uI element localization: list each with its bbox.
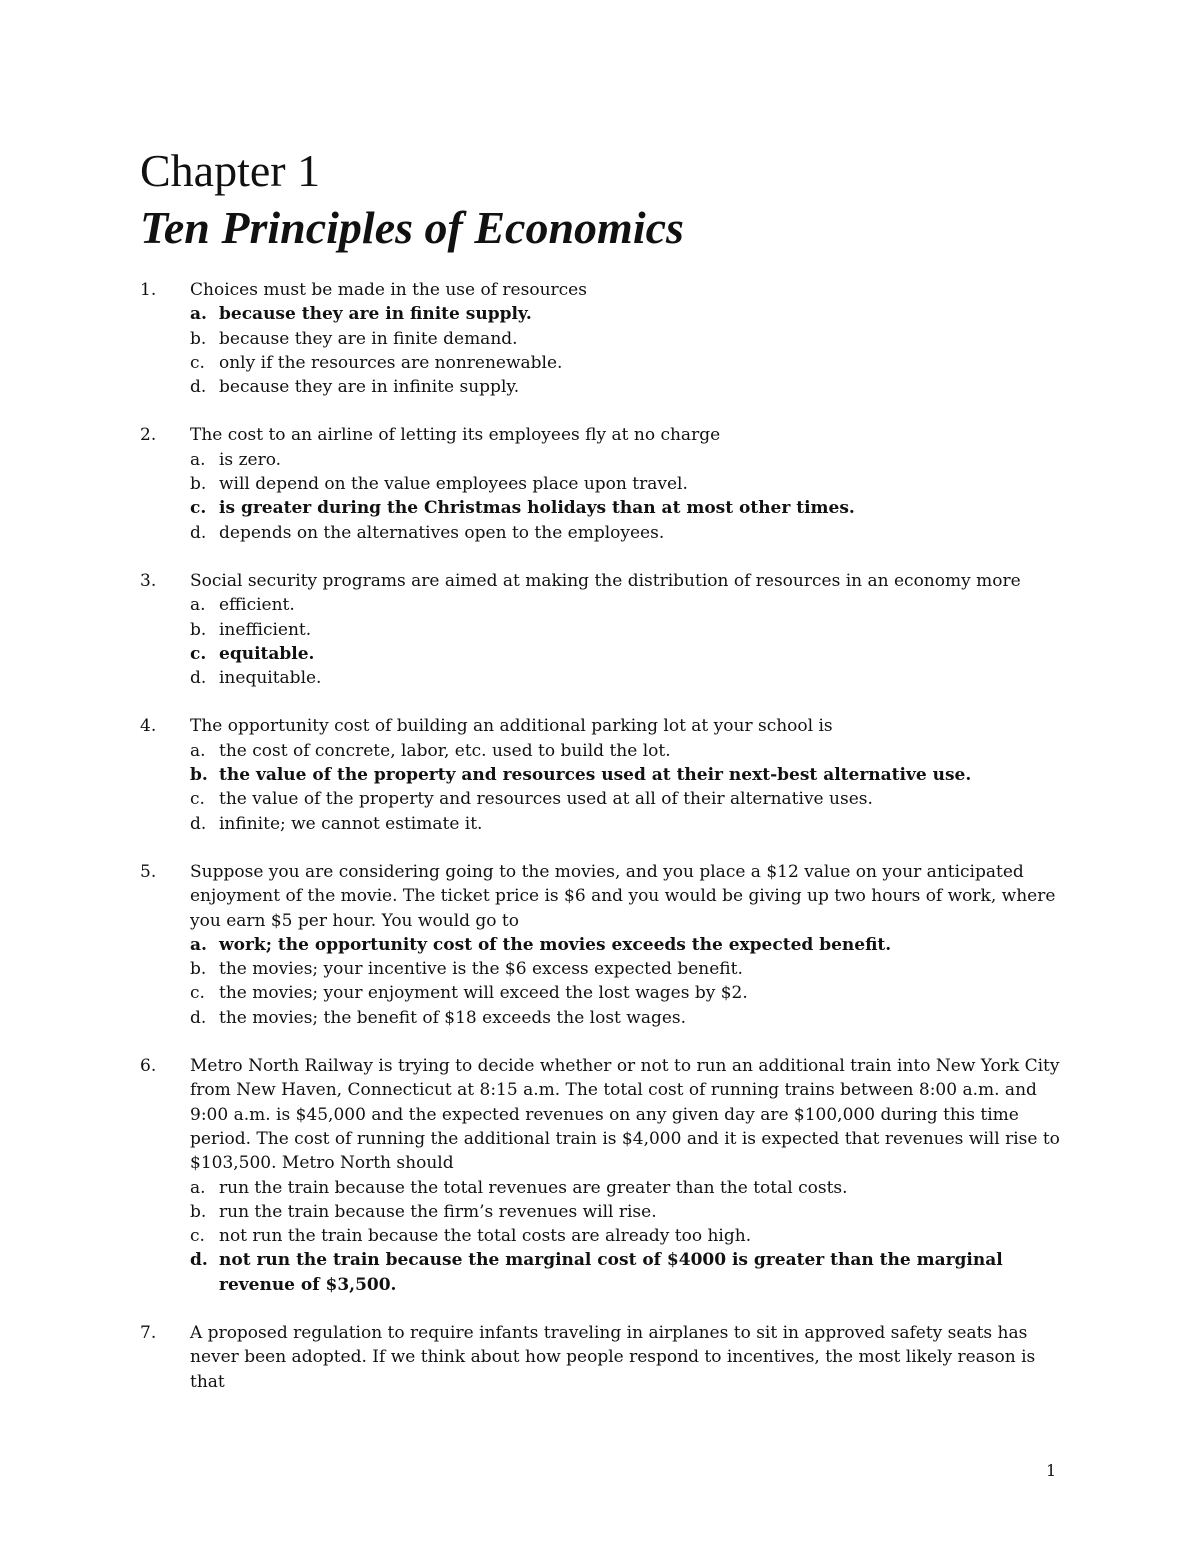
question-body (190, 423, 1060, 544)
answer-option (190, 666, 1060, 690)
option-text: the movies; your enjoyment will exceed the lost wages by $2. (219, 983, 748, 1004)
question-text: Social security programs are aimed at making the distribution of resources in an economy more (190, 570, 1021, 591)
option-text: inefficient. (219, 619, 312, 640)
question-text: A proposed regulation to require infants traveling in airplanes to sit in approved safety seats has never been adopted. If we think about how people respond to incentives, the most likely reason is that (190, 1322, 1036, 1392)
answer-option (190, 957, 1060, 981)
option-text: infinite; we cannot estimate it. (219, 813, 483, 834)
option-text: because they are in finite demand. (219, 328, 518, 349)
option-letter: b. (190, 1201, 207, 1222)
question-body (190, 1321, 1060, 1394)
answer-option (190, 1176, 1060, 1200)
answer-option (190, 1200, 1060, 1224)
answer-option (190, 1224, 1060, 1248)
answer-option (190, 472, 1060, 496)
option-letter: d. (190, 522, 207, 543)
option-text: efficient. (219, 595, 295, 616)
option-text: run the train because the firm’s revenues will rise. (219, 1201, 657, 1222)
question-number: 4. (140, 716, 157, 737)
question-number: 7. (140, 1322, 157, 1343)
answer-options (190, 448, 1060, 545)
answer-options (190, 302, 1060, 399)
option-letter: c. (190, 1226, 205, 1247)
option-text: because they are in finite supply. (219, 304, 532, 325)
question-item (140, 569, 1060, 690)
question-body (190, 860, 1060, 1030)
page-number: 1 (1046, 1461, 1057, 1480)
answer-option-correct (190, 642, 1060, 666)
question-item (140, 714, 1060, 835)
answer-option (190, 739, 1060, 763)
option-letter: a. (190, 740, 206, 761)
option-text: only if the resources are nonrenewable. (219, 352, 563, 373)
option-letter: a. (190, 595, 206, 616)
option-letter: c. (190, 352, 205, 373)
option-letter: c. (190, 789, 205, 810)
question-item (140, 1321, 1060, 1394)
answer-option (190, 593, 1060, 617)
option-letter: d. (190, 668, 207, 689)
question-text: The cost to an airline of letting its employees fly at no charge (190, 425, 721, 446)
question-number: 6. (140, 1056, 157, 1077)
question-number: 3. (140, 570, 157, 591)
question-list (140, 278, 1060, 1418)
option-letter: b. (190, 765, 208, 786)
question-body (190, 1054, 1060, 1297)
question-text: Metro North Railway is trying to decide whether or not to run an additional train into New York City from New Haven, Connecticut at 8:15 a.m. The total cost of running trains between 8:00 a.m. and 9:00 a.m. is $45,000 and the expected revenues on any given day are $100,000 during this time period. The cost of running the additional train is $4,000 and it is expected that revenues will rise to $103,500. Metro North should (190, 1056, 1060, 1174)
option-letter: b. (190, 474, 207, 495)
question-text: Choices must be made in the use of resources (190, 280, 587, 300)
question-number: 2. (140, 425, 157, 446)
chapter-subtitle: Ten Principles of Economics (140, 202, 684, 253)
option-letter: a. (190, 1177, 206, 1198)
option-text: will depend on the value employees place upon travel. (219, 474, 688, 495)
answer-option-correct (190, 302, 1060, 326)
answer-option-correct (190, 763, 1060, 787)
option-letter: b. (190, 328, 207, 349)
answer-options (190, 1176, 1060, 1297)
option-letter: b. (190, 619, 207, 640)
option-text: the movies; your incentive is the $6 excess expected benefit. (219, 959, 743, 980)
option-text: depends on the alternatives open to the employees. (219, 522, 665, 543)
option-text: not run the train because the total costs are already too high. (219, 1226, 752, 1247)
option-text: is zero. (219, 449, 282, 470)
option-letter: d. (190, 1007, 207, 1028)
option-letter: d. (190, 813, 207, 834)
question-body (190, 278, 1060, 399)
option-letter: a. (190, 934, 207, 955)
option-letter: d. (190, 1250, 208, 1271)
question-item (140, 1054, 1060, 1297)
option-letter: c. (190, 983, 205, 1004)
option-letter: c. (190, 643, 207, 664)
option-text: is greater during the Christmas holidays than at most other times. (219, 498, 855, 519)
answer-option (190, 448, 1060, 472)
question-number: 1. (140, 280, 157, 300)
option-letter: a. (190, 449, 206, 470)
option-text: run the train because the total revenues are greater than the total costs. (219, 1177, 848, 1198)
option-text: not run the train because the marginal cost of $4000 is greater than the marginal revenue of $3,500. (219, 1250, 1003, 1295)
answer-option (190, 351, 1060, 375)
question-number: 5. (140, 861, 157, 882)
option-text: the movies; the benefit of $18 exceeds the lost wages. (219, 1007, 687, 1028)
question-item (140, 278, 1060, 399)
answer-options (190, 933, 1060, 1030)
option-letter: c. (190, 498, 207, 519)
option-letter: b. (190, 959, 207, 980)
answer-option-correct (190, 1248, 1060, 1297)
question-body (190, 569, 1060, 690)
option-letter: a. (190, 304, 207, 325)
option-text: the value of the property and resources used at their next-best alternative use. (219, 765, 972, 786)
question-item (140, 860, 1060, 1030)
option-letter: d. (190, 377, 207, 398)
answer-options (190, 593, 1060, 690)
option-text: the value of the property and resources used at all of their alternative uses. (219, 789, 873, 810)
answer-option (190, 787, 1060, 811)
answer-option (190, 1006, 1060, 1030)
answer-option (190, 618, 1060, 642)
option-text: work; the opportunity cost of the movies exceeds the expected benefit. (219, 934, 892, 955)
answer-option (190, 981, 1060, 1005)
option-text: because they are in infinite supply. (219, 377, 520, 398)
option-text: the cost of concrete, labor, etc. used to build the lot. (219, 740, 671, 761)
answer-option (190, 327, 1060, 351)
question-item (140, 423, 1060, 544)
answer-option (190, 812, 1060, 836)
question-body (190, 714, 1060, 835)
answer-option-correct (190, 496, 1060, 520)
question-text: The opportunity cost of building an additional parking lot at your school is (190, 716, 833, 737)
option-text: equitable. (219, 643, 315, 664)
answer-options (190, 739, 1060, 836)
answer-option (190, 521, 1060, 545)
answer-option (190, 375, 1060, 399)
question-text: Suppose you are considering going to the movies, and you place a $12 value on your anticipated enjoyment of the movie. The ticket price is $6 and you would be giving up two hours of work, where you earn $5 per hour. You would go to (190, 861, 1056, 931)
option-text: inequitable. (219, 668, 322, 689)
answer-option-correct (190, 933, 1060, 957)
chapter-title: Chapter 1 (140, 145, 321, 196)
